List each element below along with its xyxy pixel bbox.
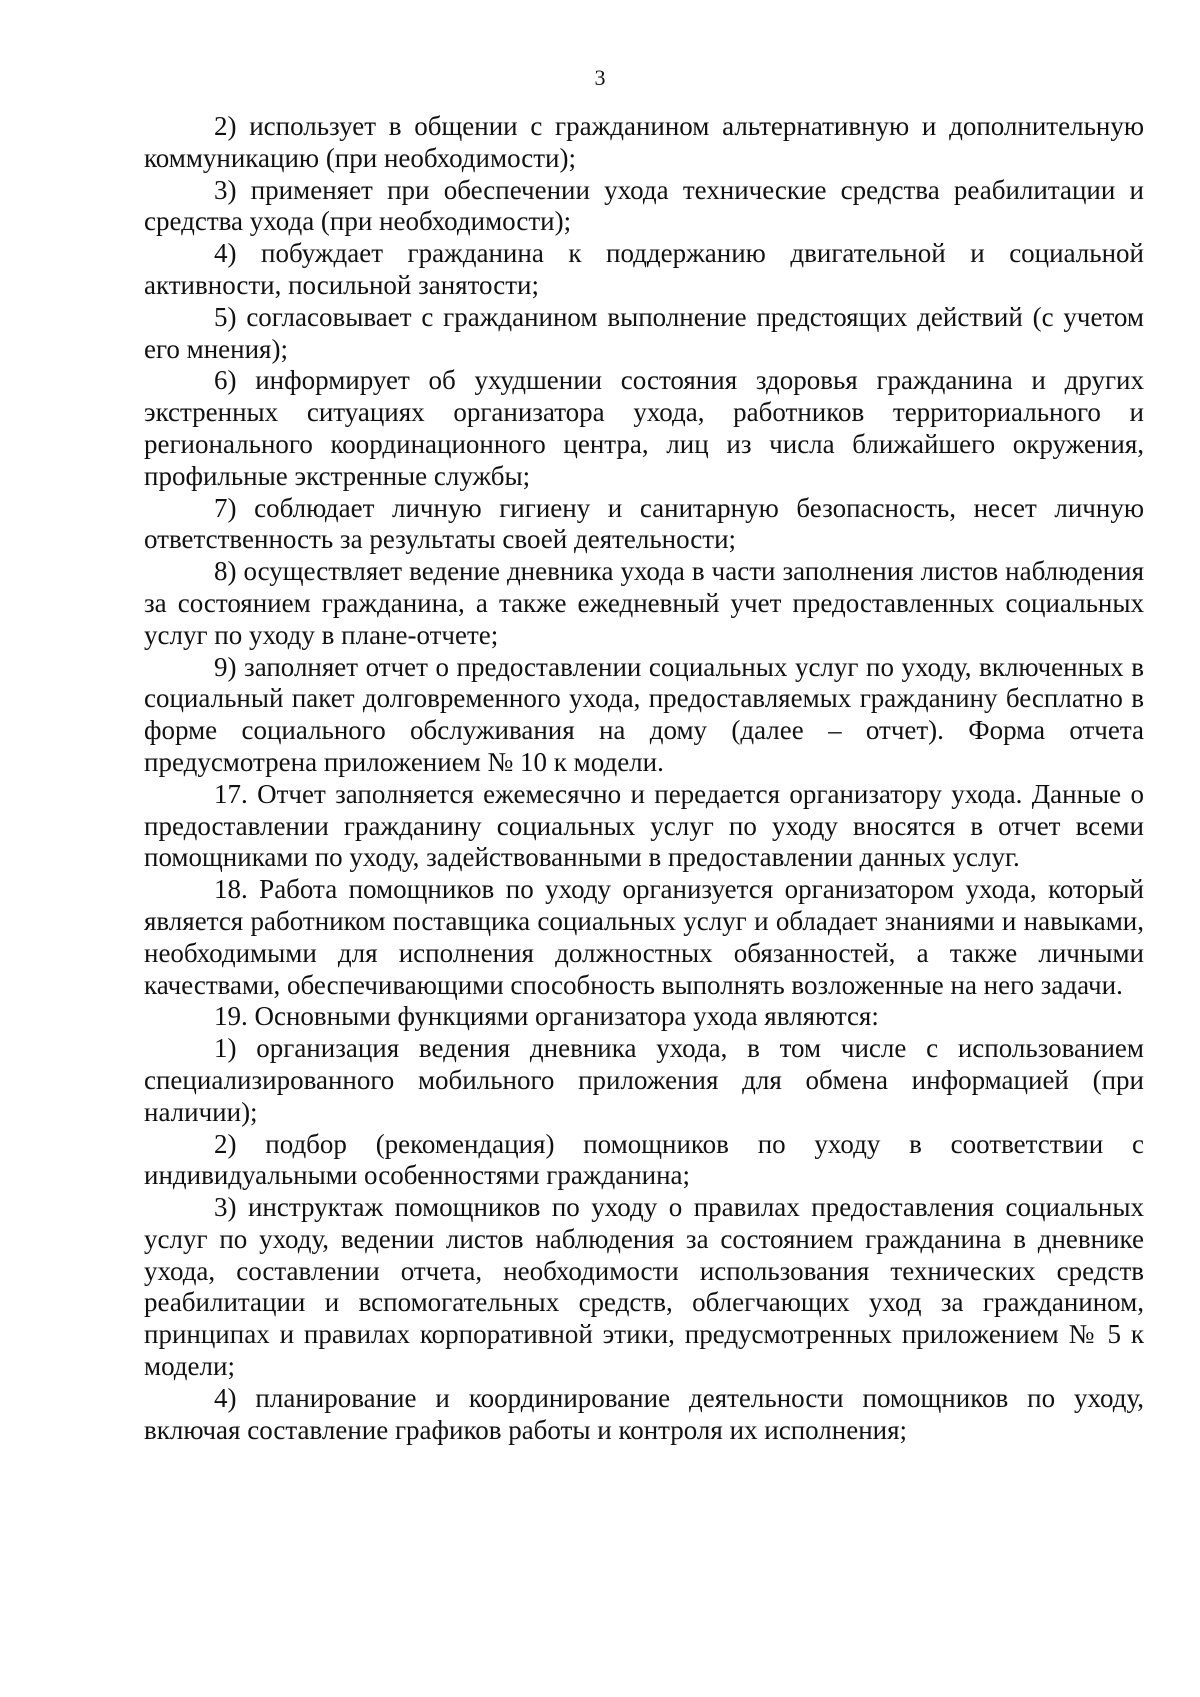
document-body — [144, 111, 1144, 1446]
paragraph-item-2: 2) использует в общении с гражданином альтернативную и дополнительную коммуникацию (при необходимости); — [144, 111, 1144, 173]
paragraph-function-1: 1) организация ведения дневника ухода, в том числе с использованием специализированного мобильного приложения для обмена информацией (при наличии); — [144, 1033, 1144, 1127]
paragraph-item-3: 3) применяет при обеспечении ухода технические средства реабилитации и средства ухода (при необходимости); — [144, 174, 1144, 237]
paragraph-item-6: 6) информирует об ухудшении состояния здоровья гражданина и других экстренных ситуациях организатора ухода, работников территориального и регионального координационного центра, лиц из числа ближайшего окружения, профильные экстренные службы; — [144, 365, 1144, 491]
paragraph-item-7: 7) соблюдает личную гигиену и санитарную безопасность, несет личную ответственность за результаты своей деятельности; — [144, 492, 1144, 555]
paragraph-section-17: 17. Отчет заполняется ежемесячно и передается организатору ухода. Данные о предоставлении гражданину социальных услуг по уходу вносятся в отчет всеми помощниками по уходу, задействованными в предоставлении данных услуг. — [144, 778, 1144, 873]
paragraph-function-3: 3) инструктаж помощников по уходу о правилах предоставления социальных услуг по уходу, ведении листов наблюдения за состоянием гражданина в дневнике ухода, составлении отчета, необходимости использования технических средств реабилитации и вспомогательных средств, облегчающих уход за гражданином, принципах и правилах корпоративной этики, предусмотренных приложением № 5 к модели; — [144, 1192, 1144, 1382]
paragraph-item-4: 4) побуждает гражданина к поддержанию двигательной и социальной активности, посильной занятости; — [144, 238, 1144, 300]
paragraph-section-18: 18. Работа помощников по уходу организуется организатором ухода, который является работником поставщика социальных услуг и обладает знаниями и навыками, необходимыми для исполнения должностных обязанностей, а также личными качествами, обеспечивающими способность выполнять возложенные на него задачи. — [144, 874, 1144, 1000]
paragraph-section-19: 19. Основными функциями организатора ухода являются: — [214, 1001, 879, 1032]
paragraph-function-4: 4) планирование и координирование деятельности помощников по уходу, включая составление графиков работы и контроля их исполнения; — [144, 1382, 1144, 1445]
paragraph-function-2: 2) подбор (рекомендация) помощников по уходу в соответствии с индивидуальными особенностями гражданина; — [144, 1128, 1144, 1191]
page-number: 3 — [594, 65, 606, 90]
paragraph-item-5: 5) согласовывает с гражданином выполнение предстоящих действий (с учетом его мнения); — [144, 301, 1144, 364]
paragraph-item-8: 8) осуществляет ведение дневника ухода в части заполнения листов наблюдения за состоянием гражданина, а также ежедневный учет предоставленных социальных услуг по уходу в плане-отчете; — [144, 556, 1144, 650]
paragraph-item-9: 9) заполняет отчет о предоставлении социальных услуг по уходу, включенных в социальный пакет долговременного ухода, предоставляемых гражданину бесплатно в форме социального обслуживания на дому (далее – отчет). Форма отчета предусмотрена приложением № 10 к модели. — [144, 651, 1144, 777]
